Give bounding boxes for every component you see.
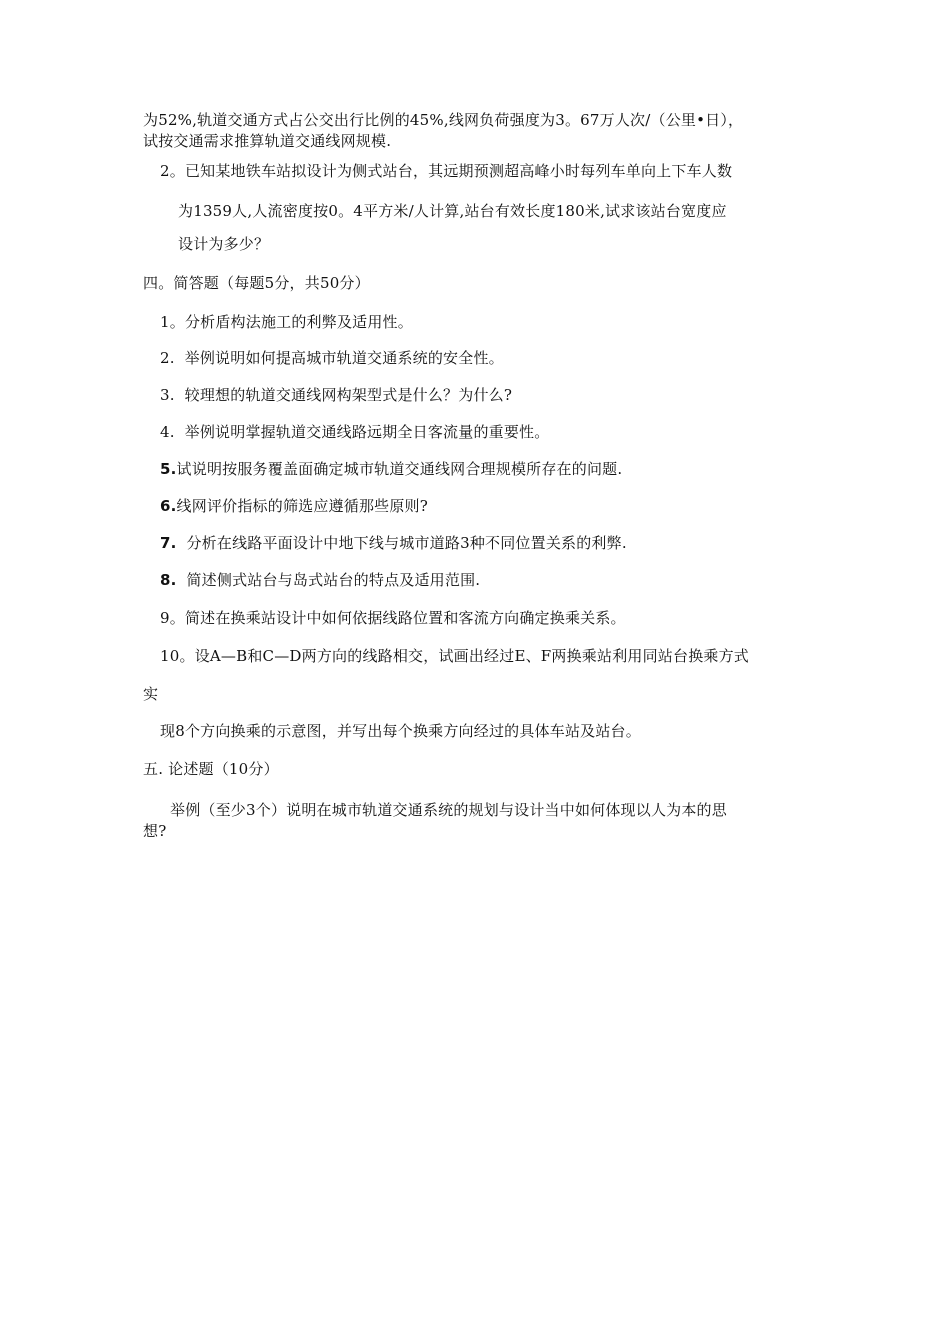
list-item bbox=[160, 608, 626, 628]
item-text: 简述侧式站台与岛式站台的特点及适用范围. bbox=[186, 571, 481, 589]
item-text: 试说明按服务覆盖面确定城市轨道交通线网合理规模所存在的问题. bbox=[176, 460, 623, 478]
essay-heading: 五. 论述题（10分） bbox=[143, 760, 279, 778]
item-text: 线网评价指标的筛选应遵循那些原则? bbox=[176, 497, 428, 515]
list-item bbox=[160, 459, 622, 479]
item-number: 10。 bbox=[160, 647, 195, 665]
calc-q2-line3: 设计为多少？ bbox=[178, 235, 270, 253]
calc-q1-line2: 试按交通需求推算轨道交通线网规模. bbox=[143, 132, 392, 150]
item-number: 4. bbox=[160, 423, 175, 441]
item-text: 举例说明如何提高城市轨道交通系统的安全性。 bbox=[184, 349, 504, 367]
list-item bbox=[160, 312, 413, 332]
list-item bbox=[160, 385, 512, 405]
list-item bbox=[160, 496, 428, 516]
item-text: 分析在线路平面设计中地下线与城市道路3种不同位置关系的利弊. bbox=[186, 534, 627, 552]
item-number: 9。 bbox=[160, 609, 185, 627]
item-number: 1。 bbox=[160, 313, 185, 331]
list-item bbox=[160, 533, 627, 553]
essay-line2: 想? bbox=[143, 822, 167, 840]
list-item bbox=[160, 646, 749, 666]
item-number: 3. bbox=[160, 386, 175, 404]
item-text: 较理想的轨道交通线网构架型式是什么？为什么? bbox=[184, 386, 513, 404]
calc-q2-line1: 2。已知某地铁车站拟设计为侧式站台，其远期预测超高峰小时每列车单向上下车人数 bbox=[160, 162, 733, 180]
calc-q1-line1: 为52%,轨道交通方式占公交出行比例的45%,线网负荷强度为3。67万人次/（公里•日）， bbox=[143, 111, 744, 129]
item-text: 简述在换乘站设计中如何依据线路位置和客流方向确定换乘关系。 bbox=[184, 609, 626, 627]
list-item bbox=[160, 422, 549, 442]
list-item bbox=[160, 570, 480, 590]
item-number: 7. bbox=[160, 534, 177, 552]
item-number: 8. bbox=[160, 571, 177, 589]
item-number: 5. bbox=[160, 460, 177, 478]
calc-q2-line2: 为1359人,人流密度按0。4平方米/人计算,站台有效长度180米,试求该站台宽度应 bbox=[178, 202, 727, 220]
short-answer-heading: 四。简答题（每题5分，共50分） bbox=[143, 274, 370, 292]
list-item bbox=[160, 348, 504, 368]
item-text: 举例说明掌握轨道交通线路远期全日客流量的重要性。 bbox=[184, 423, 550, 441]
item10-continuation-1: 实 bbox=[143, 685, 159, 703]
essay-line1: 举例（至少3个）说明在城市轨道交通系统的规划与设计当中如何体现以人为本的思 bbox=[170, 801, 727, 819]
item-number: 6. bbox=[160, 497, 177, 515]
item-number: 2. bbox=[160, 349, 175, 367]
item-text: 设A—B和C—D两方向的线路相交，试画出经过E、F两换乘站利用同站台换乘方式 bbox=[194, 647, 750, 665]
item10-continuation-2: 现8个方向换乘的示意图，并写出每个换乘方向经过的具体车站及站台。 bbox=[160, 722, 641, 740]
item-text: 分析盾构法施工的利弊及适用性。 bbox=[184, 313, 413, 331]
